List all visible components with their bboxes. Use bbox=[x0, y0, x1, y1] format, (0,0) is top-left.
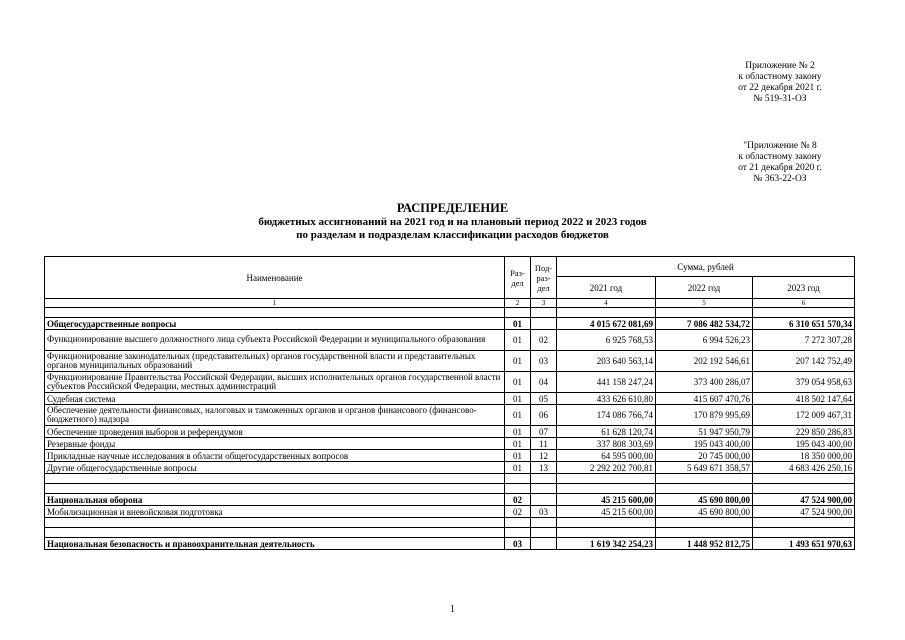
spacer-cell bbox=[531, 308, 557, 318]
table-row bbox=[45, 450, 855, 462]
row-amount-2022: 195 043 400,00 bbox=[656, 438, 753, 450]
row-amount-2023: 1 493 651 970,63 bbox=[753, 538, 855, 550]
header-name: Наименование bbox=[45, 257, 505, 299]
table-row bbox=[45, 462, 855, 474]
row-amount-2021: 441 158 247,24 bbox=[557, 372, 656, 393]
document-title-main: РАСПРЕДЕЛЕНИЕ bbox=[396, 201, 509, 215]
row-subsection-code: 05 bbox=[531, 393, 557, 405]
column-number: 1 bbox=[45, 299, 505, 308]
header-section bbox=[505, 257, 531, 299]
spacer-cell bbox=[656, 518, 753, 528]
spacer-cell bbox=[656, 474, 753, 484]
row-section-code: 02 bbox=[505, 494, 531, 506]
row-amount-2022: 170 879 995,69 bbox=[656, 405, 753, 426]
appendix-line: Приложение № 2 bbox=[745, 61, 815, 71]
row-section-code: 01 bbox=[505, 372, 531, 393]
row-amount-2023: 47 524 900,00 bbox=[753, 506, 855, 518]
row-amount-2023: 172 009 467,31 bbox=[753, 405, 855, 426]
row-subsection-code: 07 bbox=[531, 426, 557, 438]
row-amount-2021: 1 619 342 254,23 bbox=[557, 538, 656, 550]
row-amount-2021: 174 086 766,74 bbox=[557, 405, 656, 426]
row-amount-2022: 6 994 526,23 bbox=[656, 330, 753, 351]
spacer-cell bbox=[505, 474, 531, 484]
row-amount-2022: 7 086 482 534,72 bbox=[656, 318, 753, 330]
row-subsection-code: 04 bbox=[531, 372, 557, 393]
row-amount-2021: 2 292 202 700,81 bbox=[557, 462, 656, 474]
row-subsection-code bbox=[531, 538, 557, 550]
row-amount-2022: 51 947 950,79 bbox=[656, 426, 753, 438]
table-row bbox=[45, 372, 855, 393]
row-amount-2023: 4 683 426 250,16 bbox=[753, 462, 855, 474]
spacer-cell bbox=[656, 528, 753, 538]
spacer-cell bbox=[505, 528, 531, 538]
appendix-line: от 21 декабря 2020 г. bbox=[738, 163, 822, 173]
row-section-code: 01 bbox=[505, 462, 531, 474]
table-row bbox=[45, 393, 855, 405]
header-sum: Сумма, рублей bbox=[557, 257, 855, 277]
row-section-code: 01 bbox=[505, 330, 531, 351]
row-name: Другие общегосударственные вопросы bbox=[45, 462, 505, 474]
row-section-code: 01 bbox=[505, 351, 531, 372]
row-section-code: 01 bbox=[505, 405, 531, 426]
section-total-row bbox=[45, 538, 855, 550]
row-name: Судебная система bbox=[45, 393, 505, 405]
row-name: Национальная безопасность и правоохранительная деятельность bbox=[45, 538, 505, 550]
row-subsection-code: 02 bbox=[531, 330, 557, 351]
row-amount-2022: 20 745 000,00 bbox=[656, 450, 753, 462]
spacer-cell bbox=[45, 474, 505, 484]
spacer-cell bbox=[753, 518, 855, 528]
row-section-code: 02 bbox=[505, 506, 531, 518]
row-amount-2021: 64 595 000,00 bbox=[557, 450, 656, 462]
row-amount-2023: 207 142 752,49 bbox=[753, 351, 855, 372]
table-row bbox=[45, 330, 855, 351]
spacer-row bbox=[45, 518, 855, 528]
column-number: 5 bbox=[656, 299, 753, 308]
row-amount-2023: 418 502 147,64 bbox=[753, 393, 855, 405]
section-total-row bbox=[45, 318, 855, 330]
column-number: 3 bbox=[531, 299, 557, 308]
spacer-cell bbox=[45, 518, 505, 528]
header-section-line: Раз- bbox=[510, 267, 525, 278]
section-total-row bbox=[45, 494, 855, 506]
spacer-cell bbox=[45, 308, 505, 318]
column-number-row bbox=[45, 299, 855, 308]
row-amount-2021: 6 925 768,53 bbox=[557, 330, 656, 351]
spacer-row bbox=[45, 474, 855, 484]
row-name: Мобилизационная и вневойсковая подготовка bbox=[45, 506, 505, 518]
spacer-row bbox=[45, 528, 855, 538]
appendix-line: № 519-31-ОЗ bbox=[753, 94, 807, 104]
row-name: Обеспечение деятельности финансовых, налоговых и таможенных органов и органов финансового (финансово-бюджетного) надзора bbox=[45, 405, 505, 426]
spacer-cell bbox=[45, 484, 505, 494]
row-name: Функционирование законодательных (представительных) органов государственной власти и представительных органов муниципальных образований bbox=[45, 351, 505, 372]
row-amount-2022: 1 448 952 812,75 bbox=[656, 538, 753, 550]
spacer-cell bbox=[557, 518, 656, 528]
row-subsection-code: 12 bbox=[531, 450, 557, 462]
header-subsection-line: раз- bbox=[536, 272, 551, 283]
row-amount-2023: 6 310 651 570,34 bbox=[753, 318, 855, 330]
spacer-cell bbox=[531, 484, 557, 494]
row-amount-2023: 229 850 286,83 bbox=[753, 426, 855, 438]
row-amount-2023: 18 350 000,00 bbox=[753, 450, 855, 462]
appendix-line: № 363-22-ОЗ bbox=[753, 174, 807, 184]
header-subsection bbox=[531, 257, 557, 299]
appendix-note-amended bbox=[690, 141, 870, 185]
row-section-code: 01 bbox=[505, 438, 531, 450]
row-name: Резервные фонды bbox=[45, 438, 505, 450]
row-amount-2021: 433 626 610,80 bbox=[557, 393, 656, 405]
row-amount-2021: 4 015 672 081,69 bbox=[557, 318, 656, 330]
spacer-cell bbox=[45, 528, 505, 538]
spacer-cell bbox=[505, 518, 531, 528]
row-amount-2022: 415 607 470,76 bbox=[656, 393, 753, 405]
row-subsection-code: 11 bbox=[531, 438, 557, 450]
spacer-cell bbox=[753, 474, 855, 484]
row-amount-2022: 5 649 671 358,57 bbox=[656, 462, 753, 474]
header-year-2023: 2023 год bbox=[753, 277, 855, 299]
table-body bbox=[45, 308, 855, 550]
row-name: Функционирование высшего должностного лица субъекта Российской Федерации и муниципального образования bbox=[45, 330, 505, 351]
row-subsection-code bbox=[531, 494, 557, 506]
appendix-note-current bbox=[690, 61, 870, 105]
row-name: Обеспечение проведения выборов и референдумов bbox=[45, 426, 505, 438]
row-section-code: 01 bbox=[505, 393, 531, 405]
row-amount-2021: 45 215 600,00 bbox=[557, 494, 656, 506]
spacer-cell bbox=[753, 308, 855, 318]
column-number: 4 bbox=[557, 299, 656, 308]
row-amount-2023: 195 043 400,00 bbox=[753, 438, 855, 450]
row-amount-2021: 61 628 120,74 bbox=[557, 426, 656, 438]
spacer-cell bbox=[557, 528, 656, 538]
spacer-cell bbox=[505, 484, 531, 494]
table-row bbox=[45, 351, 855, 372]
row-section-code: 01 bbox=[505, 318, 531, 330]
appendix-line: к областному закону bbox=[738, 152, 822, 162]
table-row bbox=[45, 506, 855, 518]
column-number: 2 bbox=[505, 299, 531, 308]
row-subsection-code: 06 bbox=[531, 405, 557, 426]
row-amount-2023: 47 524 900,00 bbox=[753, 494, 855, 506]
table-row bbox=[45, 405, 855, 426]
row-amount-2021: 337 808 303,69 bbox=[557, 438, 656, 450]
row-section-code: 01 bbox=[505, 450, 531, 462]
spacer-cell bbox=[531, 528, 557, 538]
header-section-line: дел bbox=[511, 277, 524, 288]
spacer-cell bbox=[557, 474, 656, 484]
appendix-line: от 22 декабря 2021 г. bbox=[738, 83, 822, 93]
appendix-line: "Приложение № 8 bbox=[743, 141, 817, 151]
spacer-row bbox=[45, 484, 855, 494]
row-section-code: 01 bbox=[505, 426, 531, 438]
row-amount-2023: 7 272 307,28 bbox=[753, 330, 855, 351]
spacer-cell bbox=[557, 308, 656, 318]
spacer-row bbox=[45, 308, 855, 318]
spacer-cell bbox=[531, 474, 557, 484]
row-name: Прикладные научные исследования в области общегосударственных вопросов bbox=[45, 450, 505, 462]
appendix-line: к областному закону bbox=[738, 72, 822, 82]
spacer-cell bbox=[505, 308, 531, 318]
row-amount-2022: 202 192 546,61 bbox=[656, 351, 753, 372]
page-number: 1 bbox=[450, 604, 455, 615]
row-amount-2022: 373 400 286,07 bbox=[656, 372, 753, 393]
table-row bbox=[45, 426, 855, 438]
document-title-subtitle: бюджетных ассигнований на 2021 год и на плановый период 2022 и 2023 годов bbox=[258, 216, 647, 228]
spacer-cell bbox=[656, 484, 753, 494]
row-name: Функционирование Правительства Российской Федерации, высших исполнительных органов государственной власти субъектов Российской Федерации, местных администраций bbox=[45, 372, 505, 393]
row-section-code: 03 bbox=[505, 538, 531, 550]
row-amount-2022: 45 690 800,00 bbox=[656, 506, 753, 518]
spacer-cell bbox=[531, 518, 557, 528]
table-row bbox=[45, 438, 855, 450]
column-number: 6 bbox=[753, 299, 855, 308]
header-subsection-line: дел bbox=[537, 282, 550, 293]
row-name: Национальная оборона bbox=[45, 494, 505, 506]
row-subsection-code: 13 bbox=[531, 462, 557, 474]
header-year-2022: 2022 год bbox=[656, 277, 753, 299]
row-amount-2021: 45 215 600,00 bbox=[557, 506, 656, 518]
spacer-cell bbox=[656, 308, 753, 318]
document-title bbox=[0, 201, 905, 242]
row-name: Общегосударственные вопросы bbox=[45, 318, 505, 330]
spacer-cell bbox=[753, 528, 855, 538]
spacer-cell bbox=[557, 484, 656, 494]
document-title-subtitle: по разделам и подразделам классификации расходов бюджетов bbox=[296, 229, 609, 241]
row-amount-2021: 203 640 563,14 bbox=[557, 351, 656, 372]
budget-allocation-table bbox=[44, 256, 855, 550]
header-year-2021: 2021 год bbox=[557, 277, 656, 299]
row-subsection-code bbox=[531, 318, 557, 330]
row-subsection-code: 03 bbox=[531, 506, 557, 518]
spacer-cell bbox=[753, 484, 855, 494]
row-amount-2022: 45 690 800,00 bbox=[656, 494, 753, 506]
header-subsection-line: Под- bbox=[534, 262, 553, 273]
row-subsection-code: 03 bbox=[531, 351, 557, 372]
row-amount-2023: 379 054 958,63 bbox=[753, 372, 855, 393]
